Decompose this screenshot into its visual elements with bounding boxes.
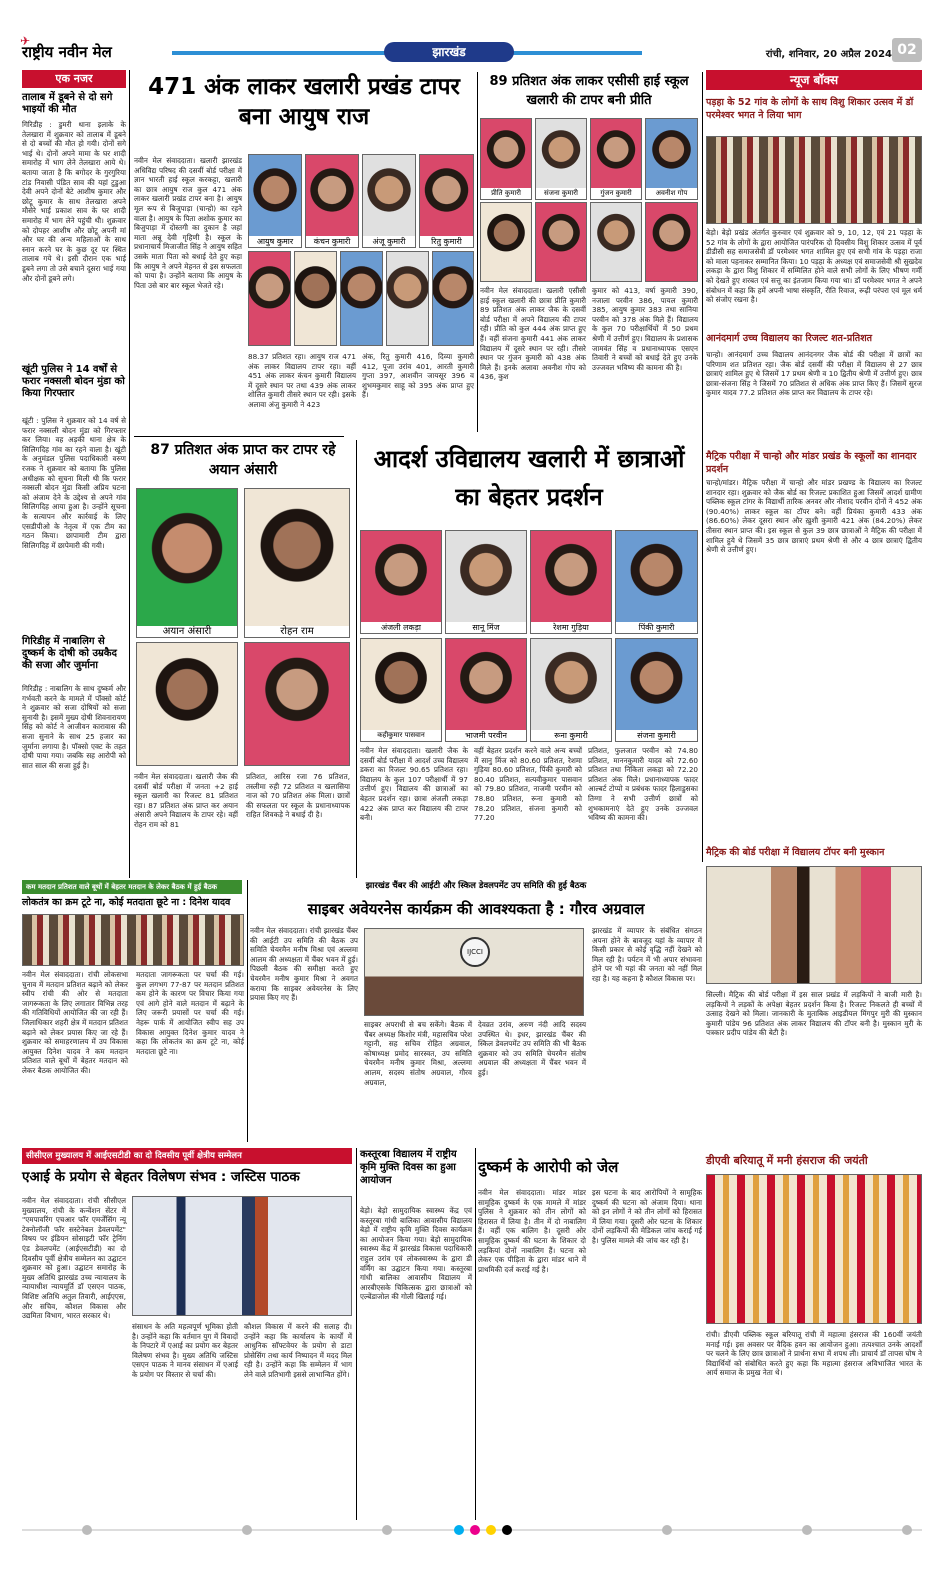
headline: लोकतंत्र का क्रम टूटे ना, कोई मतदाता छूटे ना : दिनेश यादव [22, 897, 231, 908]
registration-dot [802, 1525, 812, 1535]
student-photo [386, 251, 429, 346]
story-body: कौशल विकास में करने की सलाह दी। उन्होंने कहा कि कार्यालय के कार्यों में आधुनिक सॉफ्टवेयर के प्रयोग से डाटा प्रोसेसिंग तथा कार्य निष्पादन में मदद मिल रही है। उन्होंने कहा कि सम्मेलन में भाग लेने वाले प्रतिभागी इससे लाभान्वित होंगे। [244, 1322, 352, 1379]
student-photo: संजना कुमारी [535, 118, 587, 200]
student-photo [535, 202, 587, 282]
story-preeti [480, 72, 698, 432]
student-photo: रूना कुमारी [530, 638, 612, 742]
column-divider [477, 72, 478, 432]
story-title: मैट्रिक परीक्षा में चान्हो और मांडर प्रखंड के स्कूलों का शानदार प्रदर्शन [706, 451, 917, 475]
column-divider [356, 440, 357, 878]
photo-grid [480, 118, 698, 282]
story-body: 88.37 प्रतिशत रहा। आयुष राज 471 अंक लाकर विद्यालय टापर रहा। वहीं 451 अंक लाकर कंचन कुमारी विद्यालय में दूसरे स्थान पर तथा 439 अंक लाकर शोलित कुमारी तीसरे स्थान पर रही। इसके अलावा अंजु कुमारी ने 423 [248, 352, 356, 409]
story-loktantra [22, 896, 244, 1146]
student-photo: रोहन राम [244, 488, 350, 638]
story-body: खूंटी : पुलिस ने शुक्रवार को 14 वर्ष से फरार नक्सली बोदन मुंडा को गिरफ्तार कर लिया। वह अड़की थाना क्षेत्र के सिलिगदिह गांव का रहने वाला है। खूंटी के अनुमंडल पुलिस पदाधिकारी वरुण रजक ने शुक्रवार को बताया कि पुलिस अधीक्षक को सूचना मिली थी कि फरार नक्सली बोदन मुंडा किसी अप्रिय घटना को अंजाम देने के उद्देश्य से अपने गांव सिलिगदिह आया हुआ है। उन्होंने सूचना के सत्यापन और कार्रवाई के लिए एसडीपीओ के नेतृत्व में एक टीम का गठन किया। छापामारी टीम द्वारा सिलिगदिह में छापेमारी की गयी। [22, 416, 126, 550]
story-body: संसाधन के अति महत्वपूर्ण भूमिका होती है। उन्होंने कहा कि वर्तमान युग में विवादों के निपटारे में एआई का प्रयोग कर बेहतर विलेषण संभव है। मुख्य अतिथि जस्टिस एसएन पाठक ने मानव संसाधन में एआई के प्रयोग पर विस्तार से चर्चा की। [132, 1322, 238, 1379]
registration-dots [22, 1524, 922, 1536]
horizontal-rule [134, 436, 344, 437]
column-divider [356, 1148, 357, 1520]
story-body: साइबर अपराधी से बच सकेंगे। बैठक में चैंबर अध्यक्ष किशोर मंत्री, महासचिव परेश गट्टानी, सह सचिव रोहित अग्रवाल, कोषाध्यक्ष प्रमोद सारस्वत, उप समिति चेयरमैन मनीष कुमार मिश्रा, अल्लमा आलम, सदस्य संतोष अग्रवाल, गौरव अग्रवाल, [364, 1020, 472, 1087]
student-photo: अंजली लकड़ा [360, 530, 442, 634]
column-divider [702, 72, 703, 862]
story-body: नवीन मेल संवाददाता। रांची झारखंड चैंबर की आईटी उप समिति की बैठक उप समिति चेयरमैन मनीष मिश्रा एवं अल्लमा आलम की अध्यक्षता में चैंबर भवन में हुई। पिछली बैठक की समीक्षा करते हुए चेयरमैन मनीष कुमार मिश्रा ने अवगत कराया कि साइबर अवेयरनेस के लिए प्रयास किए गए हैं। [250, 926, 358, 1003]
registration-dot [82, 1525, 92, 1535]
story-body: इस घटना के बाद आरोपियों ने सामूहिक दुष्कर्म की घटना को अंजाम दिया। थाना को इन लोगों ने को तीन लोगों को हिरासत में लिया गया। दूसरी ओर घटना के शिकार दोनों लड़कियों की मेडिकल जांच कराई गई है। पुलिस मामले की जांच कर रही है। [592, 1188, 702, 1245]
student-photo: रेशमा गुड़िया [530, 530, 612, 634]
story-body: गिरिडीह : डुमरी थाना इलाके के तेलखारा में शुक्रवार को तालाब में डूबने से दो बच्चों की मौत हो गयी। दोनों सगे भाई थे। दोनों अपने मामा के घर शादी समारोह में भाग लेने तेलखारा आये थे। बताया जाता है कि बगोदर के गुरगुरिया टांड निवासी पंडित साव की यहां टुडुआ देवी अपने दोनों बेटे आशीष कुमार और छोटू कुमार के साथ तेलखारा अपने मौसेरे भाई प्रकाश साव के घर शादी समारोह में भाग लेने पहुंची थी। शुक्रवार को दोपहर आशीष और छोटू अपनी मां और घर की अन्य महिलाओं के साथ स्नान करने घर के कुछ दूर पर स्थित तालाब गये थे। इसी दौरान एक भाई डूबने लगा तो उसे बचाने दूसरा भाई गया और दोनों डूबने लगे। [22, 120, 126, 283]
photo-grid [248, 154, 474, 346]
photo-grid [360, 530, 698, 742]
story-body: वहीं बेहतर प्रदर्शन करने वाले अन्य बच्चों में सानु मिंज को 80.60 प्रतिशत, रेशमा गुड़िया 80.60 प्रतिशत, पिंकी कुमारी को 80.40 प्रतिशत, सत्यवीकुमार पासवान को 79.80 प्रतिशत, नाजमी परवीन को 78.80 प्रतिशत, रूना कुमारी को 78.20 प्रतिशत, संजना कुमारी को 77.20 [474, 746, 582, 823]
story-title: तालाब में डूबने से दो सगे भाइयों की मौत [22, 92, 113, 115]
headline: दुष्कर्म के आरोपी को जेल [478, 1158, 619, 1176]
headline: कस्तूरबा विद्यालय में राष्ट्रीय कृमि मुक्ति दिवस का हुआ आयोजन [360, 1149, 457, 1186]
section-pill: झारखंड [384, 42, 514, 62]
story-body: बेड़ो। बेड़ो प्रखंड अंतर्गत कुरुवार एवं शुक्रवार को 9, 10, 12, एवं 21 पड़हा के 52 गांव के लोगों के द्वारा आयोजित पारंपरिक दो दिवसीय विशु शिकार उत्सव में पूर्व डीडीसी सह समाजसेवी डॉ परमेश्वर भगत शामिल हुए एवं सभी गांव के पड़हा राजा को माला पहनाकर सम्मानित किया। 10 पड़हा के अध्यक्ष एवं समाजसेवी श्री सुखदेव लकड़ा के द्वारा विशु शिकार में सम्मिलित होने वाले सभी लोगों के लिए भीषण गर्मी को देखते हुए शरबत एवं सत्तू का इंतजाम किया गया था। डॉ परमेश्वर भगत ने अपने संबोधन में कहा कि हमें अपनी भाषा संस्कृति, रीति रिवाज, रूढ़ी परंपरा एवं मूल धर्म को संजोए रखना है। [706, 228, 922, 305]
story-ai [22, 1166, 352, 1520]
student-photo: अयान अंसारी [136, 488, 238, 638]
story-body: सिल्ली। मैट्रिक की बोर्ड परीक्षा में इस साल प्रखंड में लड़कियों ने बाजी मारी है। लड़कियों ने लड़कों के अपेक्षा बेहतर प्रदर्शन किया है। रिजल्ट निकलते ही बच्चों में उत्साह देखने को मिला। जानकारी के मुताबिक आइडीयल मिंगपुर मुरी की मुस्कान कुमारी पांडेय 96 प्रतिशत अंक लाकर विद्यालय की टॉपर बनी है। मुस्कान मुरी के पत्रकार प्रदीप पांडेय की बेटी है। [706, 990, 922, 1038]
story-title: डीएवी बरियातू में मनी हंसराज की जयंती [706, 1154, 868, 1167]
registration-dot [242, 1525, 252, 1535]
story-ayush [134, 72, 474, 432]
student-photo: अंजू कुमारी [362, 154, 416, 248]
story-title: गिरिडीह में नाबालिग से दुष्कर्म के दोषी को उम्रकैद की सजा और जुर्माना [22, 636, 117, 671]
headline: आदर्श उविद्यालय खलारी में छात्राओं का बेहतर प्रदर्शन [373, 445, 685, 511]
student-photo: आयुष कुमार [248, 154, 302, 248]
story-body: नवीन मेल संवाददाता। खलारी जैक की दसवीं बोर्ड परीक्षा में जनता +2 हाई स्कूल खलारी का रिजल्ट 81 प्रतिशत रहा। 87 प्रतिशत अंक प्राप्त कर अयान अंसारी अपने विद्यालय के टापर रहे। वहीं रोहन राम को 81 [134, 772, 238, 829]
student-photo: अवनीश गोप [645, 118, 698, 200]
registration-dot [486, 1525, 496, 1535]
student-photo [432, 251, 474, 346]
page-number-badge: 02 [892, 38, 922, 62]
story-body: नवीन मेल संवाददाता। खलारी झारखंड अधिविद्य परिषद की दसवीं बोर्ड परीक्षा में ज्ञान भारती हाई स्कूल करकट्टा, खलारी का छात्र आयुष राज कुल 471 अंक लाकर खलारी प्रखंड टापर बना है। आयुष मूल रूप से बिजुपाड़ा (चान्हो) का रहने वाला है। आयुष के पिता अशोक कुमार का बिजुपाड़ा में दोस्तगी का दुकान है जहां माता अन्नू देवी गृहिणी है। स्कूल के प्रधानाचार्य मिजाजीत सिंह ने आयुष सहित उसके माता पिता को बधाई देते हुए कहा कि आयुष ने अपने मेहनत से इस सफलता को पाया है। उन्होंने बताया कि आयुष के पिता उसे बार बार स्कूल भेजते रहे। [134, 156, 242, 290]
story-body: मतदाता जागरूकता पर चर्चा की गई। कुल लगभग 77-87 पर मतदान प्रतिशत कम होने के कारण पर विचार किया गया एवं आगे होने वाले मतदान में बढ़ाने के लिए जरूरी प्रयासों पर चर्चा की गई। नेहरू पार्क में आयोजित स्वीप सह उप विकास आयुक्त दिनेश कुमार यादव ने कहा कि लोकतंत्र का क्रम टूटे ना, कोई मतदाता छूटे ना। [136, 970, 244, 1056]
headline: साइबर अवेयरनेस कार्यक्रम की आवश्यकता है : गौरव अग्रवाल [307, 900, 645, 918]
student-photo [136, 642, 238, 766]
student-photo: सानू मिंज [445, 530, 527, 634]
event-photo [706, 1174, 922, 1324]
story-body: चान्हो। आनंदमार्ग उच्च विद्यालय आनंदनगर जैक बोर्ड की परीक्षा में छात्रों का परिणाम शत प्रतिशत रहा। जैक बोर्ड दसवीं की परीक्षा में विद्यालय से 27 छात्र छात्राएं शामिल हुए थे जिसमें 17 प्रथम श्रेणी व 10 द्वितीय श्रेणी में उत्तीर्ण हुए। छात्र छात्रा-संजना सिंह ने जिसमें 70 प्रतिशत से अधिक अंक प्राप्त किए हैं। जिसमें सुरज कुमार यादव 77.2 प्रतिशत अंक प्राप्त कर विद्यालय के टापर रहे। [706, 350, 922, 398]
story-body: बेड़ो। बेड़ो सामुदायिक स्वास्थ्य केंद्र एवं कस्तूरबा गांधी बालिका आवासीय विद्यालय बेड़ो में राष्ट्रीय कृमि मुक्ति दिवस कार्यक्रम का आयोजन किया गया। बेड़ो सामुदायिक स्वास्थ्य केंद्र में झारखंड विकास पदाधिकारी राहुल उरांव एवं लोकस्वास्थ्य के द्वारा डी वर्मिंग का उद्घाटन किया गया। कस्तूरबा गांधी बालिका आवासीय विद्यालय में आरबीएसके चिकित्सक द्वारा छात्राओं को एल्बेंडाजोल की गोली खिलाई गई। [360, 1206, 472, 1302]
student-photo [340, 251, 383, 346]
meeting-photo [364, 928, 584, 1016]
masthead [20, 34, 922, 66]
story-body: कुमार को 413, वर्षा कुमारी 390, नजाला परवीन 386, पायल कुमारी 385, आयुष कुमार 383 तथा सानिया परवीन को 378 अंक मिले हैं। विद्यालय के कुल 70 परीक्षार्थियों में 50 प्रथम श्रेणी में उत्तीर्ण हुए। विद्यालय के प्रशासक जामवंत सिंह व प्रधानाध्यापक एसएन तिवारी ने बच्चों को बधाई देते हुए उनके उज्जवल भविष्य की कामना की है। [592, 286, 698, 372]
column-divider [129, 70, 130, 878]
headline: 471 अंक लाकर खलारी प्रखंड टापर बना आयुष राज [148, 74, 460, 130]
story-body: प्रतिशत, फुलजात परवीन को 74.80 प्रतिशत, माननकुमारी यादव को 72.60 प्रतिशत तथा निकिता लकड़ा को 72.20 प्रतिशत अंक मिले। प्रधानाध्यापक फादर आल्बर्ट टोप्पो व प्रबंधक फादर हिलाडुसका तिग्गा ने सभी उत्तीर्ण छात्रों को शुभकामनाएं देते हुए उनके उज्जवल भविष्य की कामना की। [588, 746, 698, 823]
student-photo [645, 202, 698, 282]
dateline: रांची, शनिवार, 20 अप्रैल 2024 [642, 46, 892, 60]
ijcci-logo: IJCCI [460, 937, 490, 967]
event-photo [132, 1196, 352, 1316]
student-photo [480, 202, 532, 282]
story-body: देवव्रत उरांव, अरुण नंदी आदि सदस्य उपस्थित थे। इधर, झारखंड चैंबर की स्किल डेवलपमेंट उप समिति की भी बैठक शुक्रवार को उप समिति चेयरमैन संतोष अग्रवाल की अध्यक्षता में चैंबर भवन में हुई। [478, 1020, 586, 1077]
headline: 87 प्रतिशत अंक प्राप्त कर टापर रहे अयान अंसारी [150, 442, 336, 478]
event-photo [706, 136, 922, 224]
story-body: गिरिडीह : नाबालिग के साथ दुष्कर्म और गर्भवती करने के मामले में पॉक्सो कोर्ट ने शुक्रवार को सजा दोषियों को सजा सुनायी है। इसमें मुख्य दोषी शिवनारायण सिंह को कोर्ट ने आजीवन कारावास की सजा सुनाने के साथ 25 हजार का जुर्माना लगाया है। पॉक्सो एक्ट के तहत दोषी पाया गया। जबकि सह आरोपी को सात साल की सजा हुई है। [22, 684, 126, 770]
student-photo: कंचन कुमारी [305, 154, 359, 248]
event-photo [706, 866, 922, 984]
left-column [22, 70, 126, 878]
column-divider [247, 880, 248, 1142]
story-ayan [134, 440, 352, 878]
headline: 89 प्रतिशत अंक लाकर एसीसी हाई स्कूल खलारी की टापर बनी प्रीति [489, 74, 689, 108]
student-photo [244, 642, 350, 766]
paper-name: राष्ट्रीय नवीन मेल [22, 43, 112, 61]
story-body: झारखंड में व्यापार के संबंधित संगठन अपना होने के बावजूद यहां के व्यापार में किसी प्रकार से कोई वृद्धि नहीं देखने को मिल रही है। पर्यटन में भी अपार संभावना होने पर भी यहां की जनता को नहीं मिल रहा है। यह कहना है कौशल विकास पर। [592, 926, 702, 983]
footer-bar [22, 1524, 922, 1536]
student-photo [294, 251, 337, 346]
story-krishi [360, 1148, 472, 1520]
student-photo: रितु कुमारी [419, 154, 474, 248]
student-photo: गुंजन कुमारी [590, 118, 642, 200]
story-body: नवीन मेल संवाददाता। रांची लोकसभा चुनाव में मतदान प्रतिशत बढ़ाने को लेकर स्वीप रांची की ओर से मतदाता जागरूकता के लिए लगातार विभिन्न तरह की गतिविधियों आयोजित की जा रही हैं। जिलाधिकार शहरी क्षेत्र में मतदान प्रतिशत बढ़ाने को लेकर प्रयास किए जा रहे हैं। शुक्रवार को समाहरणालय में उप विकास आयुक्त दिनेश यादव ने कम मतदान प्रतिशत वाले बूथों में बेहतर मतदान को लेकर बैठक आयोजित की। [22, 970, 128, 1075]
story-body: प्रतिशत, आरिस रजा 76 प्रतिशत, तस्लीमा रुही 72 प्रतिशत व खलासिया नाज को 70 प्रतिशत अंक मिला। छात्रों की सफलता पर स्कूल के प्रधानाध्यापक राहित शिवकड़े ने बधाई दी है। [246, 772, 350, 820]
section-strip: सीसीएल मुख्यालय में आईएसटीडी का दो दिवसीय पूर्वी क्षेत्रीय सम्मेलन [22, 1148, 352, 1164]
news-box-header: न्यूज बॉक्स [706, 70, 922, 90]
column-divider [475, 1148, 476, 1520]
story-body: चान्हो/मांडर। मैट्रिक परीक्षा में चान्हो और मांडर प्रखण्ड के विद्यालय का रिजल्ट शानदार रहा। शुक्रवार को जैक बोर्ड का रिजल्ट प्रकाशित हुआ जिसमें आदर्श ग्रामीण पब्लिक स्कूल टांगर के विद्यार्थी तारिक अनवर और नौशाद परवीन दोनों ने 452 अंक (90.40%) लाकर स्कूल का टॉपर बने। वहीं प्रियंका कुमारी 433 अंक (86.60%) लेकर दूसरा स्थान और ख़ुशी कुमारी 421 अंक (84.20%) लेकर तीसरा स्थान प्राप्त की। इस स्कूल से कुल 39 छात्र छात्राओं ने मैट्रिक की परीक्षा में शामिल हुये थे जिसमें 35 छात्र छात्राएं प्रथम श्रेणी से और 4 छात्र छात्राएं द्वितीय श्रेणी से उत्तीर्ण हुए। [706, 478, 922, 555]
student-photo [248, 251, 291, 346]
story-jail [478, 1148, 702, 1520]
story-body: नवीन मेल संवाददाता। मांडर मांडर सामूहिक दुष्कर्म के एक मामले में मांडर पुलिस ने शुक्रवार को तीन लोगों को हिरासत में लिया है। तीन में दो नाबालिग हैं। वहीं एक बालिग है। दूसरी ओर सामूहिक दुष्कर्म की घटना के शिकार दो लड़कियां दोनों नाबालिग हैं। घटना को लेकर एक पीड़िता के द्वारा मांडर थाने में प्राथमिकी दर्ज कराई गई है। [478, 1188, 586, 1274]
story-body: अंक, रितु कुमारी 416, दिव्या कुमारी 412, पूजा उरांव 401, आरती कुमारी गुप्ता 397, आशवीन जायसूर 396 व शुभमकुमार साहू को 395 अंक प्राप्त हुए हैं। [362, 352, 474, 400]
story-title: पड़हा के 52 गांव के लोगों के साथ विशु शिकार उत्सव में डॉ परमेश्वर भगत ने लिया भाग [706, 97, 914, 121]
story-body: नवीन मेल संवाददाता। खलारी एसीसी हाई स्कूल खलारी की छात्रा प्रीति कुमारी 89 प्रतिशत अंक लाकर जैक के दसवीं बोर्ड परीक्षा में अपने विद्यालय की टापर रही। प्रीति को कुल 444 अंक प्राप्त हुए हैं। वहीं संजना कुमारी 441 अंक लाकर विद्यालय में दूसरे स्थान पर रही। तीसरे स्थान पर गुंजन कुमारी को 438 अंक मिले हैं। इनके अलावा अवनीश गोप को 436, कुश [480, 286, 586, 382]
student-photo: कहीकुमार पासवान [360, 638, 442, 742]
story-body: नवीन मेल संवाददाता। रांची सीसीएल मुख्यालय, रांची के कन्वेंशन सेंटर में "एमपावरिंग एचआर फॉर एमर्जेंसिंग न्यू टेक्नोलॉजी फॉर सस्टेनेबल डेवलपमेंट" विषय पर इंडियन सोसाइटी फॉर ट्रेनिंग एंड डेवलपमेंट (आईएसटीडी) का दो दिवसीय पूर्वी क्षेत्रीय सम्मेलन का उद्घाटन शुक्रवार को हुआ। उद्घाटन समारोह के मुख्य अतिथि झारखंड उच्च न्यायालय के न्यायाधीश न्यायमूर्ति डॉ एसएन पाठक, विशिष्ट अतिथि अतुल तिवारी, आईएएस, और सचिव, कौशल विकास और उद्यमिता विभाग, भारत सरकार थे। [22, 1196, 126, 1321]
student-photo: संजना कुमारी [615, 638, 698, 742]
story-adarsh [360, 440, 698, 878]
paper-logo [20, 34, 112, 62]
registration-dot [454, 1525, 464, 1535]
story-cyber [250, 880, 702, 1144]
ek-nazar-header: एक नजर [22, 70, 126, 88]
story-body: रांची। डीएवी पब्लिक स्कूल बरियातू रांची में महात्मा हंसराज की 160वीं जयंती मनाई गई। इस अवसर पर वैदिक हवन का आयोजन हुआ। तत्पश्चात उनके आदर्शों पर चलने के लिए छात्र छात्राओं ने प्रार्थना सभा में शपथ ली। प्राचार्य डॉ तापस घोष ने विद्यार्थियों को संबोधित करते हुए कहा कि महात्मा हंसराज अविभाजित भारत के आर्य समाज के प्रमुख नेता थे। [706, 1330, 922, 1378]
story-body: नवीन मेल संवाददाता। खलारी जैक के दसवीं बोर्ड परीक्षा में आदर्श उच्च विद्यालय डकरा का रिजल्ट 90.65 प्रतिशत रहा। विद्यालय के कुल 107 परीक्षार्थी में 97 उत्तीर्ण हुए। विद्यालय की छात्राओं का बेहतर प्रदर्शन रहा। छात्रा अंजली लकड़ा 422 अंक प्राप्त कर विद्यालय की टापर बनी। [360, 746, 468, 823]
story-title: मैट्रिक की बोर्ड परीक्षा में विद्यालय टॉपर बनी मुस्कान [706, 847, 885, 858]
subheadline: झारखंड चैंबर की आईटी और स्किल डेवलपमेंट उप समिति की हुई बैठक [365, 881, 587, 891]
student-photo: प्रीति कुमारी [480, 118, 532, 200]
registration-dot [470, 1525, 480, 1535]
registration-dot [502, 1525, 512, 1535]
registration-dot [662, 1525, 672, 1535]
registration-dot [382, 1525, 392, 1535]
logo-bird-icon: ✈ [20, 34, 31, 48]
student-photo: पिंकी कुमारी [615, 530, 698, 634]
news-box [706, 70, 922, 1520]
section-strip: कम मतदान प्रतिशत वाले बूथों में बेहतर मतदान के लेकर बैठक में हुई बैठक [22, 880, 242, 894]
story-title: खूंटी पुलिस ने 14 वर्षों से फरार नक्सली बोदन मुंडा को किया गिरफ्तार [22, 364, 125, 399]
registration-dot [902, 1525, 912, 1535]
student-photo: भाजमी परवीन [445, 638, 527, 742]
event-photo [22, 914, 244, 966]
headline: एआई के प्रयोग से बेहतर विलेषण संभव : जस्टिस पाठक [22, 1169, 300, 1185]
story-title: आनंदमार्ग उच्च विद्यालय का रिजल्ट शत-प्रतिशत [706, 333, 873, 344]
student-photo [590, 202, 642, 282]
